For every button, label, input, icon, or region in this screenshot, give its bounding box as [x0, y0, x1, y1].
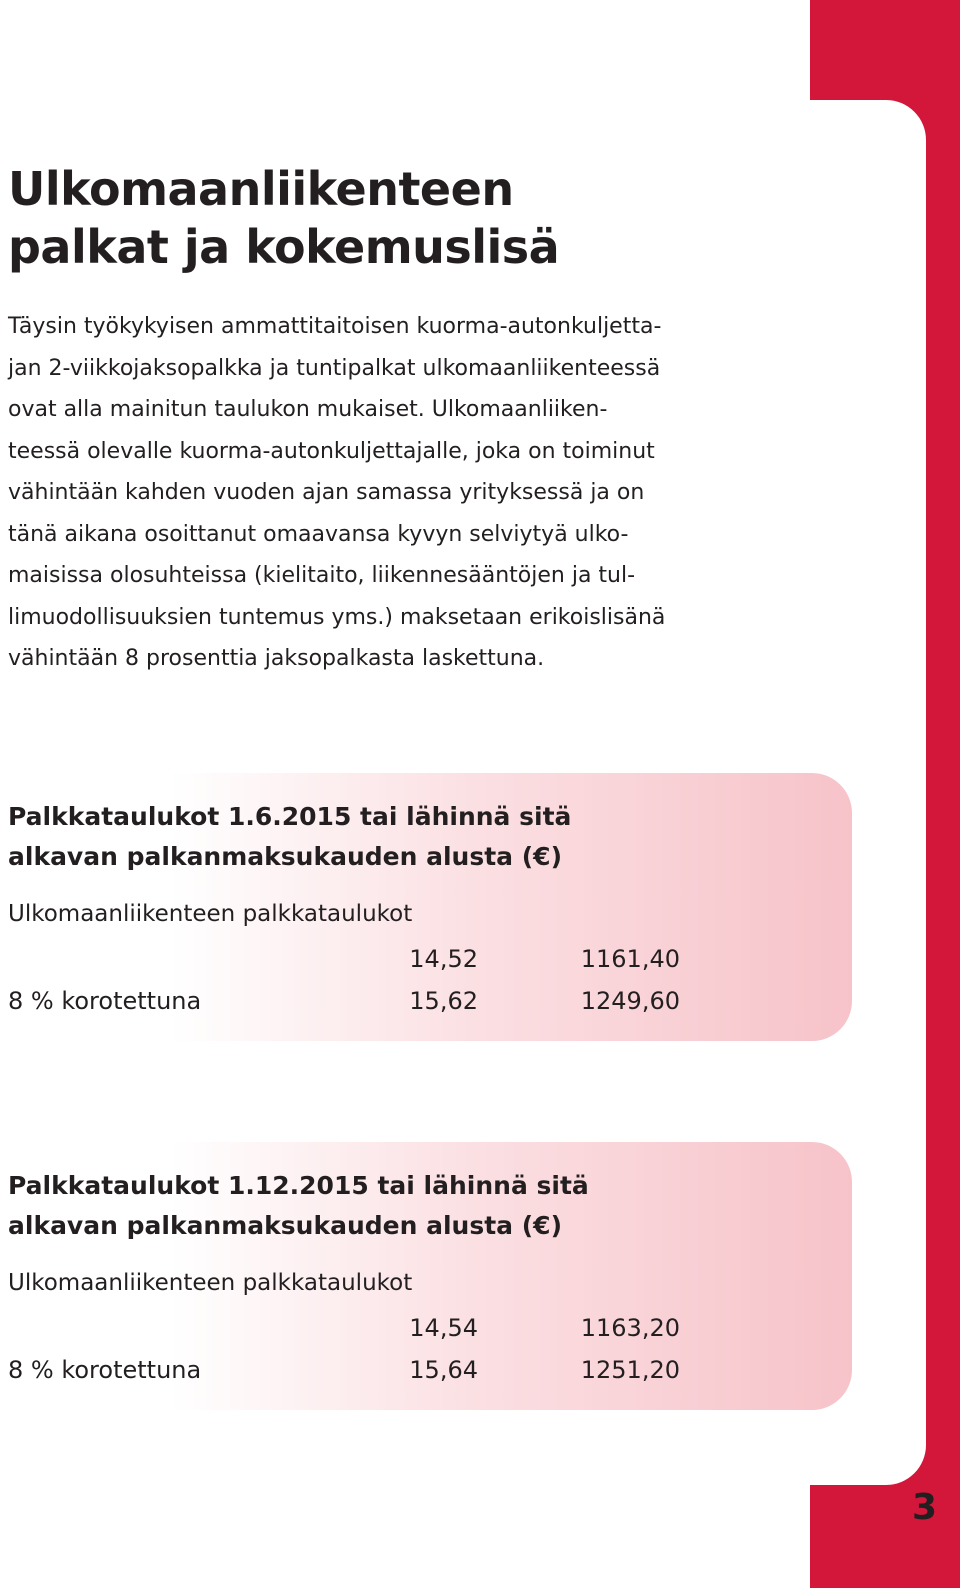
- intro-line: Täysin työkykyisen ammattitaitoisen kuorma-autonkuljetta-: [8, 314, 662, 339]
- salary-table-heading: [8, 797, 571, 877]
- intro-line: teessä olevalle kuorma-autonkuljettajalle, joka on toiminut: [8, 438, 655, 464]
- table-row: [8, 1352, 708, 1388]
- row-label: 8 % korotettuna: [8, 1356, 202, 1384]
- page-title-line-2: palkat ja kokemuslisä: [8, 220, 560, 274]
- table-row: [8, 1310, 708, 1346]
- salary-table-heading: [8, 1166, 589, 1246]
- intro-line: tänä aikana osoittanut omaavansa kyvyn selviytyä ulko-: [8, 521, 629, 547]
- intro-line: vähintään 8 prosenttia jaksopalkasta laskettuna.: [8, 646, 545, 671]
- hourly-wage-cell: 14,52: [409, 945, 478, 973]
- salary-table-june-2015: [0, 773, 852, 1041]
- intro-line: vähintään kahden vuoden ajan samassa yrityksessä ja on: [8, 480, 645, 505]
- period-wage-cell: 1249,60: [580, 987, 680, 1015]
- table-row: [8, 941, 708, 977]
- salary-table-heading-line-1: Palkkataulukot 1.6.2015 tai lähinnä sitä: [8, 802, 572, 831]
- salary-table-heading-line-2: alkavan palkanmaksukauden alusta (€): [8, 1211, 562, 1240]
- salary-table-heading-line-1: Palkkataulukot 1.12.2015 tai lähinnä sitä: [8, 1171, 589, 1200]
- page-title-line-1: Ulkomaanliikenteen: [8, 162, 514, 216]
- period-wage-cell: 1251,20: [580, 1356, 680, 1384]
- period-wage-cell: 1161,40: [580, 945, 680, 973]
- hourly-wage-cell: 15,64: [409, 1356, 478, 1384]
- period-wage-cell: 1163,20: [580, 1314, 680, 1342]
- intro-line: jan 2-viikkojaksopalkka ja tuntipalkat ulkomaanliikenteessä: [8, 355, 661, 381]
- salary-table-subheading: Ulkomaanliikenteen palkkataulukot: [8, 1270, 413, 1296]
- salary-table-subheading: Ulkomaanliikenteen palkkataulukot: [8, 901, 413, 927]
- table-row: [8, 983, 708, 1019]
- hourly-wage-cell: 14,54: [409, 1314, 478, 1342]
- intro-line: limuodollisuuksien tuntemus yms.) maksetaan erikoislisänä: [8, 604, 666, 630]
- salary-table-december-2015: [0, 1142, 852, 1410]
- page-number: 3: [912, 1487, 938, 1528]
- intro-paragraph: [8, 306, 808, 680]
- page-title: [8, 160, 788, 276]
- salary-table-heading-line-2: alkavan palkanmaksukauden alusta (€): [8, 842, 562, 871]
- intro-line: ovat alla mainitun taulukon mukaiset. Ulkomaanliiken-: [8, 397, 608, 422]
- hourly-wage-cell: 15,62: [409, 987, 478, 1015]
- intro-line: maisissa olosuhteissa (kielitaito, liikennesääntöjen ja tul-: [8, 563, 636, 588]
- row-label: 8 % korotettuna: [8, 987, 202, 1015]
